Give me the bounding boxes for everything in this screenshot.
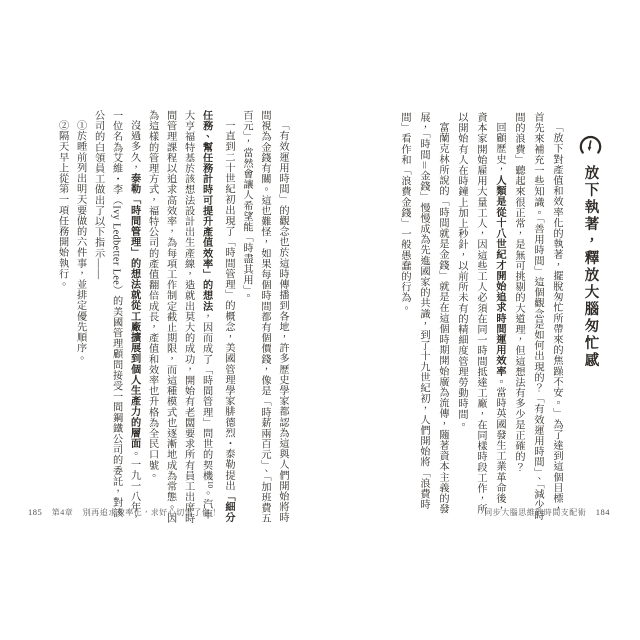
- body-text: ①於睡前列出明天要做的六件事，並排定優先順序。: [74, 120, 86, 364]
- chapter-title: 別再追求效率化，求好心切害了你！: [82, 508, 219, 517]
- right-page: [375, 112, 603, 522]
- emphasis-text: 泰勒「時間管理」的想法就從工廠擴展到個人生產力的層面: [128, 173, 140, 449]
- left-page-footer: [28, 507, 219, 518]
- paragraph: [89, 110, 143, 524]
- body-text: ，因而成了「時間管理」問世的契機: [200, 311, 212, 482]
- body-text: 「有效運用時間」的觀念也於這時傳播到各地，許多歷史學家都認為這與人們開始將時間視為金錢有關。這也難怪，如果每個時間都有個價錢，像是「時薪兩百元」、「加班費五百元」，當然會讓人希望能「時盡其用」。: [241, 110, 288, 524]
- section-title-column: [578, 112, 603, 522]
- body-text: 一直到二十世紀初出現了「時間管理」的概念，美國管理學家腓德烈・泰勒提出: [223, 120, 234, 492]
- paragraph: [237, 110, 291, 524]
- body-text: 富蘭克林所說的「時間就是金錢」就是在這個時期開始廣為流傳，隨著資本主義的發展，「時間＝金錢」慢慢成為先進國家的共識，到了十九世紀初，人們開始將「浪費時間」看作和「浪費金錢」一般愚蠢的行為。: [399, 112, 448, 515]
- body-text: 。一九一八年，一位名為艾維・李（Ivy Ledbetter Lee）的美國管理顧問接受一間鋼鐵公司的委託，對該公司的白領員工做出了以下指示——: [92, 110, 140, 523]
- body-text: 回顧歷史，: [494, 122, 505, 176]
- chapter-label: 第4章: [51, 508, 74, 517]
- left-page-paragraphs: [53, 110, 291, 524]
- section-title: 放下執著，釋放大腦匆忙感: [582, 165, 599, 369]
- body-text: 沒過多久，: [128, 120, 140, 174]
- paragraph: [143, 110, 237, 524]
- body-text: 。當時英國發生工業革命後，資本家開始雇用大量工人，因這些工人必須在同一時間抵達工廠，在同樣時段工作，所以開始有人在時鐘上加上秒針，以前所未有的精細度管理勞動時間。: [456, 112, 505, 515]
- paragraph: [452, 112, 509, 522]
- emphasis-text: 人類是從十八世紀才開始追求時間運用效率: [494, 175, 505, 377]
- paragraph: [71, 110, 89, 524]
- right-page-footer: [484, 507, 610, 518]
- paragraph: [509, 112, 566, 522]
- body-text: 「放下對產值和效率化的執著，擺脫匆忙所帶來的焦躁不安。」為了達到這個目標，首先來補充一些知識。「善用時間」這個觀念是如何出現的？「有效運用時間」、「減少時間的浪費」聽起來很正常，是無可挑剔的大道理，但這想法有多少是正確的？: [513, 112, 562, 521]
- paragraph: [53, 110, 71, 524]
- body-text: 。汽車大亨福特基於該想法設計出生產線，造就出莫大的成功，開始有老闆要求所有員工出席時間管理課程以追求高效率，為每項工作制定截止期限，而這種模式也逐漸地成為常態。因為這樣的管理方式，福特公司的產值翻倍成長，產值和效率也升格為全民口號。: [146, 110, 212, 524]
- clock-arrow-icon: [578, 134, 603, 159]
- left-page-number: 185: [28, 507, 43, 517]
- paragraph: [395, 112, 452, 522]
- book-title: 同步大腦思維的時間支配術: [484, 508, 587, 517]
- left-page: [33, 110, 291, 524]
- right-page-number: 184: [595, 507, 610, 517]
- right-page-paragraphs: [395, 112, 566, 522]
- footnote-ref: 10: [206, 481, 214, 489]
- emphasis-text: 「細分任務、幫任務計時可提升產值效率」的想法: [200, 110, 234, 523]
- body-text: ②隔天早上從第一項任務開始執行。: [56, 120, 68, 290]
